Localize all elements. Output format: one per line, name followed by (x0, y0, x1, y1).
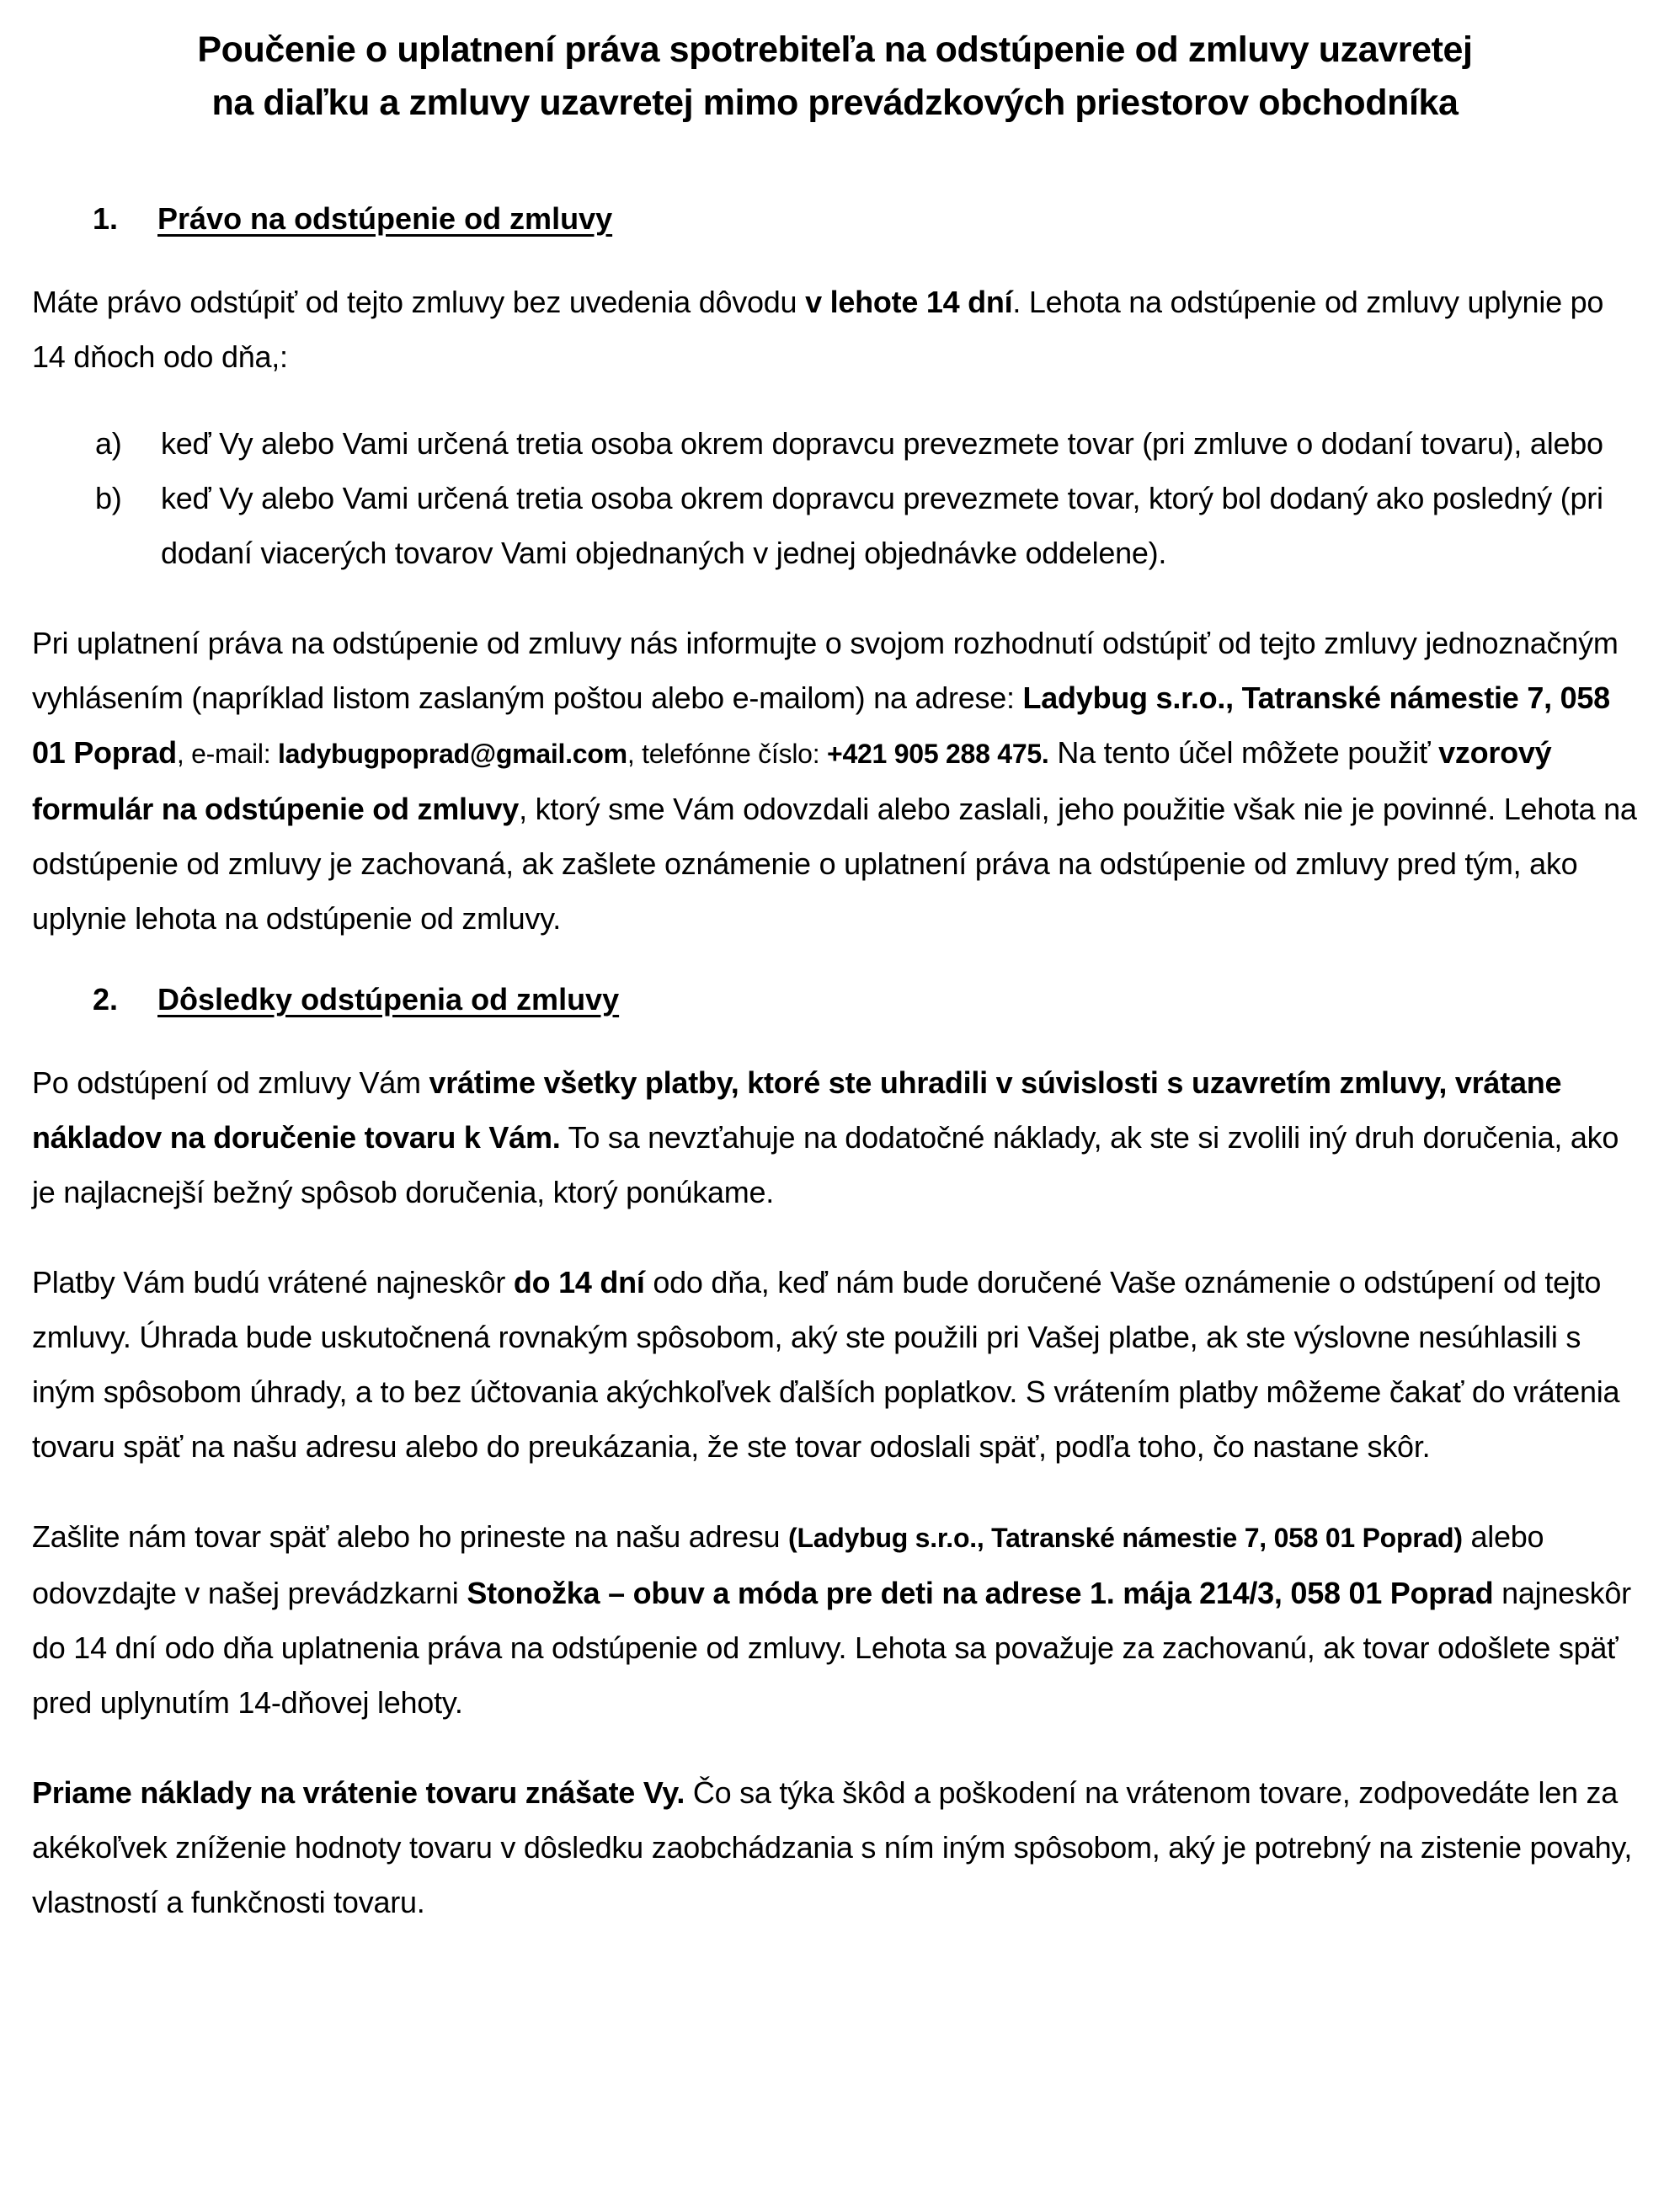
bold-run: Stonožka – obuv a móda pre deti na adrese 1. mája 214/3, 058 01 Poprad (467, 1576, 1494, 1610)
bold-run: (Ladybug s.r.o., Tatranské námestie 7, 058 01 Poprad) (788, 1523, 1463, 1553)
list-item-text: keď Vy alebo Vami určená tretia osoba okrem dopravcu prevezmete tovar, ktorý bol dodaný ako posledný (pri dodaní viacerých tovarov Vami objednaných v jednej objednávke oddelene). (161, 481, 1603, 570)
text-run: Pri uplatnení práva na odstúpenie od zmluvy nás informujte o svojom rozhodnutí odstúpiť od tejto zmluvy jednoznačným vyhlásením (napríklad listom zaslaným poštou alebo e-mailom) na adrese: (32, 626, 1619, 715)
condition-list (32, 416, 1638, 580)
title-line-1: Poučenie o uplatnení práva spotrebiteľa na odstúpenie od zmluvy uzavretej (197, 29, 1473, 70)
section-2-paragraph-4 (32, 1765, 1638, 1929)
text-run: Platby Vám budú vrátené najneskôr (32, 1265, 514, 1299)
section-2-title: Dôsledky odstúpenia od zmluvy (157, 982, 620, 1017)
section-1-paragraph-1 (32, 275, 1638, 384)
text-run: , e-mail: (176, 739, 278, 769)
text-run: , telefónne číslo: (627, 739, 827, 769)
list-item (95, 471, 1638, 580)
section-1-paragraph-2 (32, 616, 1638, 946)
section-2-paragraph-1 (32, 1055, 1638, 1219)
bold-run: Priame náklady na vrátenie tovaru znášate Vy. (32, 1775, 685, 1810)
text-run: , ktorý sme Vám odovzdali alebo zaslali, jeho použitie však nie je povinné. Lehota na odstúpenie od zmluvy je zachovaná, ak zašlete oznámenie o uplatnení práva na odstúpenie od zmluvy pred tým, ako uplynie lehota na odstúpenie od zmluvy. (32, 792, 1637, 936)
email-text: ladybugpoprad@gmail.com (278, 739, 627, 769)
title-line-2: na diaľku a zmluvy uzavretej mimo prevádzkových priestorov obchodníka (211, 83, 1459, 123)
text-run: . Lehota na odstúpenie od zmluvy uplynie po 14 dňoch odo dňa,: (32, 285, 1604, 374)
text-run: alebo odovzdajte v našej prevádzkarni (32, 1519, 1544, 1610)
section-2-number: 2. (93, 982, 119, 1017)
text-run: Po odstúpení od zmluvy Vám (32, 1065, 429, 1100)
section-1-heading (32, 197, 1638, 241)
section-2-paragraph-3 (32, 1509, 1638, 1730)
list-item-text: keď Vy alebo Vami určená tretia osoba okrem dopravcu prevezmete tovar (pri zmluve o dodaní tovaru), alebo (161, 426, 1603, 461)
text-run: Čo sa týka škôd a poškodení na vrátenom tovare, zodpovedáte len za akékoľvek zníženie hodnoty tovaru v dôsledku zaobchádzania s ním iným spôsobom, aký je potrebný na zistenie povahy, vlastností a funkčnosti tovaru. (32, 1775, 1633, 1919)
bold-run: v lehote 14 dní (805, 285, 1013, 319)
text-run: Zašlite nám tovar späť alebo ho prineste na našu adresu (32, 1519, 789, 1554)
list-item (95, 416, 1638, 471)
section-2-paragraph-2 (32, 1255, 1638, 1474)
section-2-heading (32, 978, 1638, 1022)
text-run: Máte právo odstúpiť od tejto zmluvy bez uvedenia dôvodu (32, 285, 806, 319)
bold-run: vzorový formulár na odstúpenie od zmluvy (32, 735, 1552, 826)
list-item-letter: b) (95, 481, 122, 515)
text-run: To sa nevzťahuje na dodatočné náklady, ak ste si zvolili iný druh doručenia, ako je najlacnejší bežný spôsob doručenia, ktorý ponúkame. (32, 1120, 1619, 1209)
text-run: najneskôr do 14 dní odo dňa uplatnenia práva na odstúpenie od zmluvy. Lehota sa považuje za zachovanú, ak tovar odošlete späť pred uplynutím 14-dňovej lehoty. (32, 1576, 1631, 1720)
document-title (32, 24, 1638, 130)
list-item-letter: a) (95, 426, 122, 461)
section-1-number: 1. (93, 201, 119, 236)
text-run: Na tento účel môžete použiť (1048, 735, 1439, 770)
phone-text: +421 905 288 475. (827, 739, 1049, 769)
section-1-title: Právo na odstúpenie od zmluvy (157, 201, 613, 236)
bold-run: do 14 dní (513, 1265, 645, 1299)
text-run: odo dňa, keď nám bude doručené Vaše oznámenie o odstúpení od tejto zmluvy. Úhrada bude uskutočnená rovnakým spôsobom, aký ste použili pri Vašej platbe, ak ste výslovne nesúhlasili s iným spôsobom úhrady, a to bez účtovania akýchkoľvek ďalších poplatkov. S vrátením platby môžeme čakať do vrátenia tovaru späť na našu adresu alebo do preukázania, že ste tovar odoslali späť, podľa toho, čo nastane skôr. (32, 1265, 1620, 1464)
bold-run: vrátime všetky platby, ktoré ste uhradili v súvislosti s uzavretím zmluvy, vrátane nákladov na doručenie tovaru k Vám. (32, 1065, 1562, 1155)
bold-run: Ladybug s.r.o., Tatranské námestie 7, 058 01 Poprad (32, 680, 1610, 770)
